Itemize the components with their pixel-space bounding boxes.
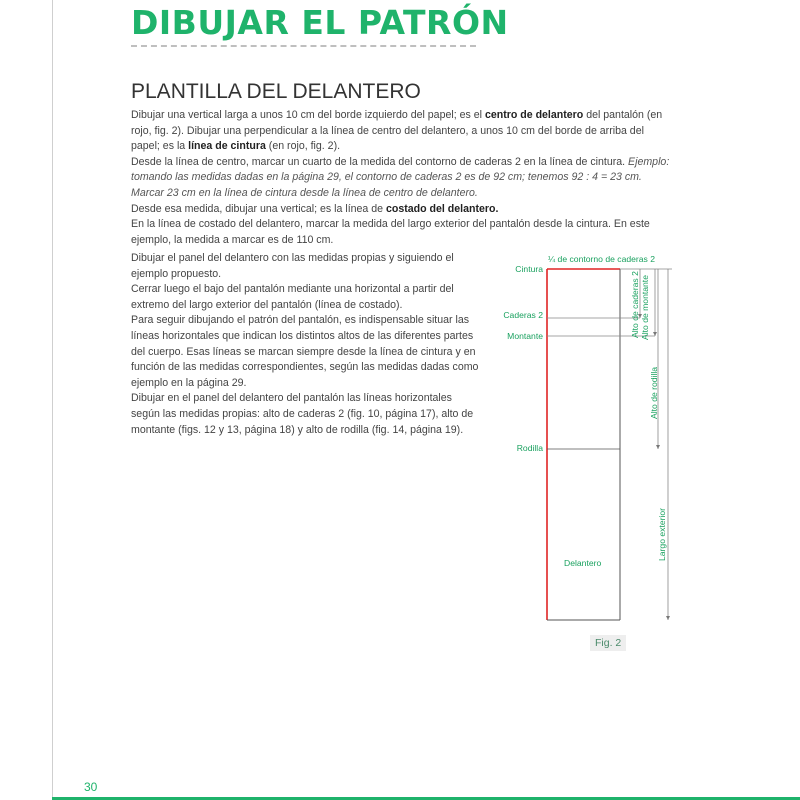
pattern-diagram bbox=[490, 250, 690, 630]
outseam-arrowhead bbox=[666, 616, 670, 620]
delantero-label: Delantero bbox=[564, 558, 602, 568]
alto-caderas-label: Alto de caderas 2 bbox=[630, 271, 640, 338]
alto-montante-label: Alto de montante bbox=[640, 275, 650, 340]
paragraph-3: Desde esa medida, dibujar una vertical; es la línea de costado del delantero. bbox=[131, 202, 499, 215]
paragraph-2: Desde la línea de centro, marcar un cuarto de la medida del contorno de caderas 2 en la línea de cintura. Ejemplo: tomando las medidas dadas en la página 29, el contorno de caderas 2 es de 92 cm; tenemos 92 : 4 = 23 cm. Marcar 23 cm en la línea de cintura desde la línea de centro de delantero. bbox=[131, 155, 670, 199]
left-margin-rule bbox=[52, 0, 53, 800]
paragraph-4: En la línea de costado del delantero, marcar la medida del largo exterior del pantalón desde la cintura. En este ejemplo, la medida a marcar es de 110 cm. bbox=[131, 218, 650, 246]
knee-height-arrowhead bbox=[656, 445, 660, 449]
alto-rodilla-label: Alto de rodilla bbox=[649, 366, 659, 419]
montante-label: Montante bbox=[507, 331, 543, 341]
largo-exterior-label: Largo exterior bbox=[657, 507, 667, 561]
chapter-title: DIBUJAR EL PATRÓN bbox=[131, 3, 509, 42]
cintura-label: Cintura bbox=[515, 264, 543, 274]
paragraph-5: Dibujar el panel del delantero con las medidas propias y siguiendo el ejemplo propuesto. bbox=[131, 252, 454, 280]
page-number: 30 bbox=[84, 780, 98, 794]
body-text-top bbox=[131, 108, 671, 248]
paragraph-8: Dibujar en el panel del delantero del pantalón las líneas horizontales según las medidas propias: alto de caderas 2 (fig. 10, página 17), alto de montante (figs. 12 y 13, página 18) y alto de rodilla (fig. 14, página 19). bbox=[131, 392, 474, 436]
figure-caption: Fig. 2 bbox=[590, 635, 626, 651]
section-title: PLANTILLA DEL DELANTERO bbox=[131, 80, 421, 103]
crotch-height-arrowhead bbox=[653, 332, 657, 336]
paragraph-7: Para seguir dibujando el patrón del pantalón, es indispensable situar las líneas horizontales que indican los distintos altos de las diferentes partes del cuerpo. Esas líneas se marcan siempre desde la línea de cintura y en función de las medidas correspondientes, según las medidas dadas como ejemplo en la página 29. bbox=[131, 314, 479, 389]
title-dashed-rule bbox=[131, 45, 476, 47]
paragraph-6: Cerrar luego el bajo del pantalón mediante una horizontal a partir del extremo del largo exterior del pantalón (línea de costado). bbox=[131, 283, 454, 311]
quarter-hip-label: ¼ de contorno de caderas 2 bbox=[548, 254, 656, 264]
paragraph-1: Dibujar una vertical larga a unos 10 cm del borde izquierdo del papel; es el centro de delantero del pantalón (en rojo, fig. 2). Dibujar una perpendicular a la línea de centro del delantero, a unos 10 cm del borde de arriba del papel; es la línea de cintura (en rojo, fig. 2). bbox=[131, 109, 663, 153]
body-text-left bbox=[131, 251, 481, 438]
rodilla-label: Rodilla bbox=[516, 443, 543, 453]
caderas-label: Caderas 2 bbox=[503, 310, 543, 320]
